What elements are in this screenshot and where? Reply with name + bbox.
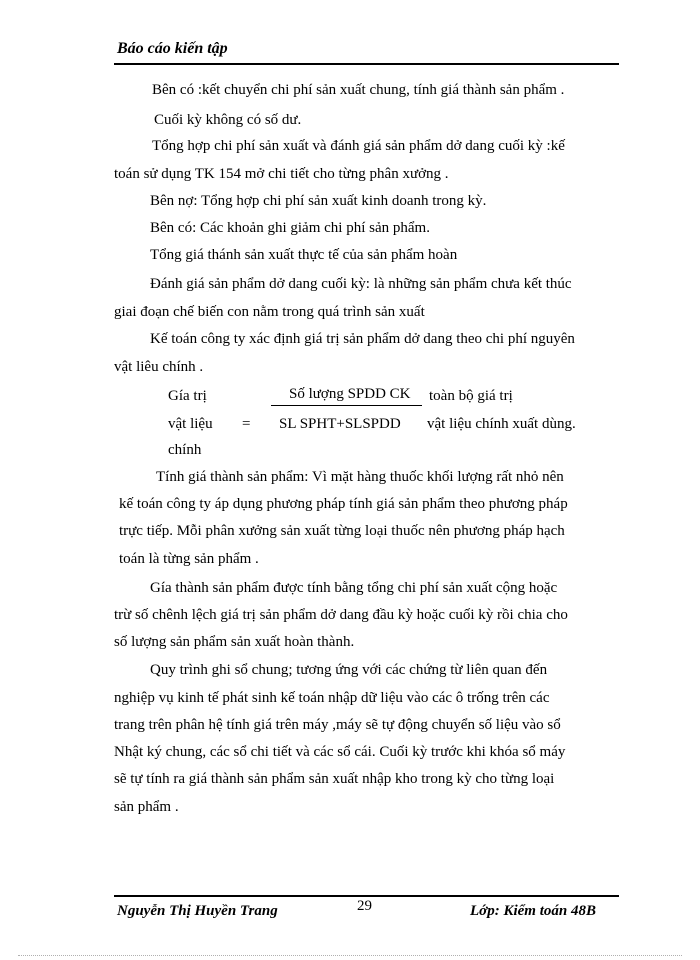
formula-numerator: Số lượng SPDD CK — [289, 386, 411, 402]
formula-label-line1: Gía trị — [168, 388, 207, 404]
footer-divider — [114, 895, 619, 897]
body-line: toán là từng sản phẩm . — [119, 551, 259, 567]
formula-equals: = — [242, 416, 251, 432]
page-bottom-dotted-border — [18, 955, 682, 956]
body-line: giai đoạn chế biến con nằm trong quá trình sản xuất — [114, 304, 425, 320]
body-line: Tính giá thành sản phẩm: Vì mặt hàng thuốc khối lượng rất nhỏ nên — [156, 469, 564, 485]
body-line: Nhật ký chung, các sổ chi tiết và các sổ cái. Cuối kỳ trước khi khóa sổ máy — [114, 744, 566, 760]
body-line: Bên có: Các khoản ghi giảm chi phí sản phẩm. — [150, 220, 430, 236]
body-line: sản phẩm . — [114, 799, 179, 815]
body-line: trang trên phân hệ tính giá trên máy ,máy sẽ tự động chuyển số liệu vào sổ — [114, 717, 561, 733]
body-line: sẽ tự tính ra giá thành sản phẩm sản xuất nhập kho trong kỳ cho từng loại — [114, 771, 555, 787]
body-line: kế toán công ty áp dụng phương pháp tính giá sản phẩm theo phương pháp — [119, 496, 568, 512]
body-line: Đánh giá sản phẩm dở dang cuối kỳ: là những sản phẩm chưa kết thúc — [150, 276, 572, 292]
body-line: trừ số chênh lệch giá trị sản phẩm dở dang đầu kỳ hoặc cuối kỳ rồi chia cho — [114, 607, 568, 623]
body-line: Kế toán công ty xác định giá trị sản phẩm dở dang theo chi phí nguyên — [150, 331, 575, 347]
body-line: Cuối kỳ không có số dư. — [154, 112, 302, 128]
header-divider — [114, 63, 619, 65]
body-line: Tổng giá thánh sản xuất thực tế của sản phẩm hoàn — [150, 247, 458, 263]
fraction-bar — [271, 405, 422, 406]
body-line: Bên có :kết chuyển chi phí sản xuất chung, tính giá thành sản phẩm . — [152, 82, 565, 98]
body-line: vật liêu chính . — [114, 359, 204, 375]
body-line: Tổng hợp chi phí sản xuất và đánh giá sản phẩm dở dang cuối kỳ :kế — [152, 138, 565, 154]
body-line: Gía thành sản phẩm được tính bằng tổng chi phí sản xuất cộng hoặc — [150, 580, 558, 596]
footer-class: Lớp: Kiểm toán 48B — [470, 903, 596, 919]
formula-label-line2: vật liệu — [168, 416, 213, 432]
body-line: Quy trình ghi sổ chung; tương ứng với các chứng từ liên quan đến — [150, 662, 548, 678]
body-line: Bên nợ: Tổng hợp chi phí sản xuất kinh doanh trong kỳ. — [150, 193, 487, 209]
body-line: trực tiếp. Mỗi phân xưởng sản xuất từng loại thuốc nên phương pháp hạch — [119, 523, 565, 539]
formula-label-line3: chính — [168, 442, 202, 458]
formula-right-line2: vật liệu chính xuất dùng. — [427, 416, 576, 432]
footer-author: Nguyễn Thị Huyền Trang — [117, 903, 278, 919]
formula-denominator: SL SPHT+SLSPDD — [279, 416, 401, 432]
formula-right-line1: toàn bộ giá trị — [429, 388, 513, 404]
body-line: toán sử dụng TK 154 mở chi tiết cho từng phân xưởng . — [114, 166, 449, 182]
page-header-title: Báo cáo kiến tập — [117, 40, 228, 57]
body-line: số lượng sản phẩm sản xuất hoàn thành. — [114, 634, 355, 650]
body-line: nghiệp vụ kinh tế phát sinh kế toán nhập dữ liệu vào các ô trống trên các — [114, 690, 550, 706]
page-number: 29 — [357, 898, 372, 914]
